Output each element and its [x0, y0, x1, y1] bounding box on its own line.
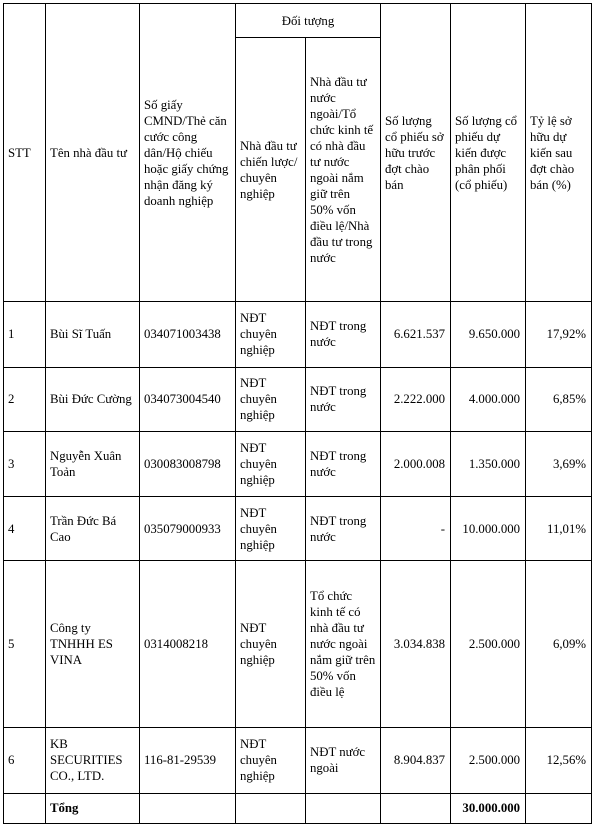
row-shares-allocated: 4.000.000 [451, 367, 526, 432]
header-shares-before: Số lượng cổ phiếu sở hữu trước đợt chào bán [381, 4, 451, 302]
row-shares-allocated: 2.500.000 [451, 561, 526, 728]
row-stt: 2 [4, 367, 46, 432]
row-investor-name: KB SECURITIES CO., LTD. [46, 728, 140, 794]
row-id-number: 0314008218 [140, 561, 236, 728]
total-foreign-empty [306, 793, 381, 823]
row-ownership-ratio: 6,85% [526, 367, 592, 432]
table-row [4, 561, 592, 728]
row-investor-name: Bùi Đức Cường [46, 367, 140, 432]
row-shares-before: 2.000.008 [381, 432, 451, 497]
table-row [4, 367, 592, 432]
total-shares-allocated: 30.000.000 [451, 793, 526, 823]
header-row-1 [4, 4, 592, 38]
row-strategic: NĐT chuyên nghiệp [236, 496, 306, 561]
header-shares-allocated: Số lượng cổ phiếu dự kiến được phân phối (cổ phiếu) [451, 4, 526, 302]
row-shares-allocated: 2.500.000 [451, 728, 526, 794]
row-ownership-ratio: 11,01% [526, 496, 592, 561]
investor-allocation-table [3, 3, 592, 824]
row-strategic: NĐT chuyên nghiệp [236, 561, 306, 728]
row-foreign: NĐT trong nước [306, 367, 381, 432]
row-shares-before: 6.621.537 [381, 302, 451, 368]
row-investor-name: Trần Đức Bá Cao [46, 496, 140, 561]
header-ownership-ratio: Tỷ lệ sở hữu dự kiến sau đợt chào bán (%) [526, 4, 592, 302]
row-stt: 4 [4, 496, 46, 561]
total-label: Tổng [46, 793, 140, 823]
row-shares-before: - [381, 496, 451, 561]
row-ownership-ratio: 12,56% [526, 728, 592, 794]
row-foreign: NĐT nước ngoài [306, 728, 381, 794]
row-ownership-ratio: 3,69% [526, 432, 592, 497]
table-row [4, 302, 592, 368]
row-foreign: Tổ chức kinh tế có nhà đầu tư nước ngoài nắm giữ trên 50% vốn điều lệ [306, 561, 381, 728]
total-stt-empty [4, 793, 46, 823]
row-strategic: NĐT chuyên nghiệp [236, 728, 306, 794]
header-id-number: Số giấy CMND/Thẻ căn cước công dân/Hộ chiếu hoặc giấy chứng nhận đăng ký doanh nghiệp [140, 4, 236, 302]
row-investor-name: Bùi Sĩ Tuấn [46, 302, 140, 368]
header-investor-name: Tên nhà đầu tư [46, 4, 140, 302]
row-id-number: 035079000933 [140, 496, 236, 561]
row-investor-name: Công ty TNHHH ES VINA [46, 561, 140, 728]
total-strategic-empty [236, 793, 306, 823]
row-strategic: NĐT chuyên nghiệp [236, 432, 306, 497]
row-shares-before: 8.904.837 [381, 728, 451, 794]
row-strategic: NĐT chuyên nghiệp [236, 367, 306, 432]
row-foreign: NĐT trong nước [306, 432, 381, 497]
total-row [4, 793, 592, 823]
row-id-number: 034073004540 [140, 367, 236, 432]
row-stt: 5 [4, 561, 46, 728]
total-before-empty [381, 793, 451, 823]
table-row [4, 728, 592, 794]
row-foreign: NĐT trong nước [306, 302, 381, 368]
header-stt: STT [4, 4, 46, 302]
row-investor-name: Nguyễn Xuân Toản [46, 432, 140, 497]
row-shares-before: 3.034.838 [381, 561, 451, 728]
row-ownership-ratio: 6,09% [526, 561, 592, 728]
row-ownership-ratio: 17,92% [526, 302, 592, 368]
row-stt: 6 [4, 728, 46, 794]
total-ratio-empty [526, 793, 592, 823]
row-id-number: 116-81-29539 [140, 728, 236, 794]
row-strategic: NĐT chuyên nghiệp [236, 302, 306, 368]
header-investor-type-group: Đối tượng [236, 4, 381, 38]
row-shares-allocated: 9.650.000 [451, 302, 526, 368]
table-row [4, 496, 592, 561]
row-id-number: 034071003438 [140, 302, 236, 368]
header-foreign-domestic: Nhà đầu tư nước ngoài/Tổ chức kinh tế có nhà đầu tư nước ngoài nắm giữ trên 50% vốn điều lệ/Nhà đầu tư trong nước [306, 38, 381, 302]
row-shares-before: 2.222.000 [381, 367, 451, 432]
row-shares-allocated: 10.000.000 [451, 496, 526, 561]
row-foreign: NĐT trong nước [306, 496, 381, 561]
header-strategic-professional: Nhà đầu tư chiến lược/ chuyên nghiệp [236, 38, 306, 302]
row-shares-allocated: 1.350.000 [451, 432, 526, 497]
row-stt: 3 [4, 432, 46, 497]
row-stt: 1 [4, 302, 46, 368]
row-id-number: 030083008798 [140, 432, 236, 497]
total-id-empty [140, 793, 236, 823]
table-row [4, 432, 592, 497]
